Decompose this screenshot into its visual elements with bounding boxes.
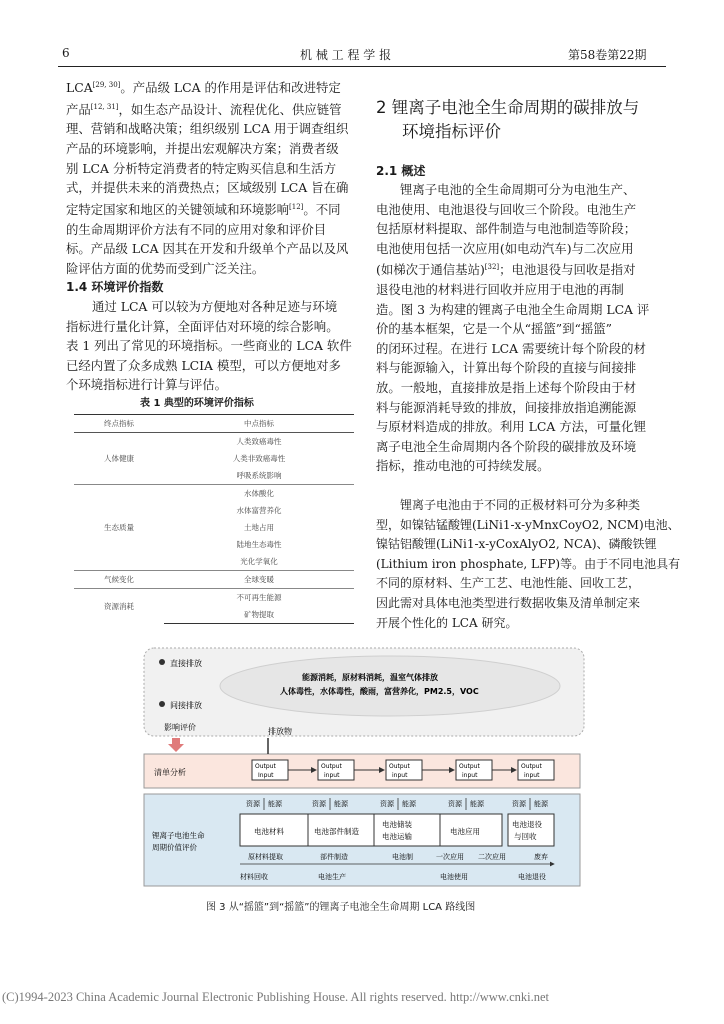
svg-text:Output: Output	[255, 763, 276, 770]
lca-roadmap-figure	[140, 646, 596, 892]
impact-arrow-icon	[168, 738, 184, 752]
right-paragraph-1: 锂离子电池的全生命周期可分为电池生产、 电池使用、电池退役与回收三个阶段。电池生产 包括原材料提取、部件制造与电池制造等阶段； 电池使用包括一次应用(如电动汽车)与二次应用 (如梯次于通信基站)[32]；电池退役与回收是指对 退役电池的材料进行回收并应用于电池的再制 造。图 3 为构建的锂离子电池全生命周期 LCA 评 价的基本框架，它是一个从“摇篮”到“摇篮” 的闭环过程。在进行 LCA 需要统计每个阶段的材 料与能源输入，计算出每个阶段的直接与间接排 放。一般地，直接排放是指上述每个阶段由于材 料与能源消耗导致的排放，间接排放指追溯能源 与原材料造成的排放。利用 LCA 方法，可量化锂 离子电池全生命周期内各个阶段的碳排放及环境 指标，推动电池的可持续发展。	[376, 182, 650, 474]
table-cell: 人体健康	[74, 433, 164, 485]
energy-label: 能源	[334, 800, 348, 808]
svg-text:input: input	[524, 772, 540, 779]
svg-text:Output: Output	[389, 763, 410, 770]
lifecycle-label-2: 周期价值评价	[152, 843, 197, 852]
page-number: 6	[62, 46, 70, 60]
stage-use: 电池应用	[450, 827, 480, 836]
table-cell: 不可再生能源	[164, 589, 354, 607]
table-cell: 全球变暖	[164, 571, 354, 589]
left-paragraph-1: LCA[29, 30]。产品级 LCA 的作用是评估和改进特定 产品[12, 31]，如生态产品设计、流程优化、供应链管 理、营销和战略决策；组织级别 LCA 用于调查组织 产品的环境影响，并提出宏观解决方案；消费者级 别 LCA 分析特定消费者的特定购买信息和生活方 式，并提供未来的消费热点；区域级别 LCA 旨在确 定特定国家和地区的关键领域和环境影响[12]。不同 的生命周期评价方法有不同的应用对象和评价目 标。产品级 LCA 因其在开发和升级单个产品以及风 险评估方面的优势而受到广泛关注。	[66, 80, 349, 276]
cloud-text-2: 人体毒性，水体毒性，酸雨，富营养化，PM2.5，VOC	[280, 687, 479, 696]
impact-label: 影响评价	[164, 723, 196, 732]
journal-title: 机 械 工 程 学 报	[300, 48, 392, 62]
stage-material: 电池材料	[254, 827, 284, 836]
table-cell: 生态质量	[74, 485, 164, 571]
phase-second-use: 二次应用	[478, 853, 506, 861]
table-caption: 表 1 典型的环境评价指标	[140, 398, 254, 409]
phase-manufacture: 电池制	[392, 853, 413, 861]
table-cell: 土地占用	[244, 523, 274, 532]
svg-text:input: input	[392, 772, 408, 779]
subsection-2-1: 2.1 概述	[376, 164, 426, 178]
stage-storage: 电池储装	[382, 820, 412, 829]
subsection-1-4: 1.4 环境评价指数	[66, 280, 164, 294]
emission-label: 排放物	[268, 727, 292, 736]
direct-emission-label: 直接排放	[170, 659, 202, 668]
stage-transport: 电池运输	[382, 832, 412, 841]
phase-component: 部件制造	[320, 853, 348, 861]
table-header-endpoint: 终点指标	[74, 415, 164, 433]
stage-retire: 电池退役	[512, 820, 542, 829]
svg-text:Output: Output	[459, 763, 480, 770]
right-paragraph-2: 锂离子电池由于不同的正极材料可分为多种类 型，如镍钴锰酸锂(LiNi1-x-yMnxCoyO2, NCM)电池、 镍钴铝酸锂(LiNi1-x-yCoxAlyO2, NCA)、磷酸铁锂 (Lithium iron phosphate, LFP)等。由于不同电池具有 不同的原材料、生产工艺、电池性能、回收工艺， 因此需对具体电池类型进行数据收集及清单制定来 开展个性化的 LCA 研究。	[376, 498, 681, 630]
header-rule	[58, 66, 666, 67]
svg-text:Input: Input	[258, 772, 274, 779]
io-box-2	[318, 760, 354, 780]
energy-label: 能源	[470, 800, 484, 808]
figure-caption: 图 3 从“摇篮”到“摇篮”的锂离子电池全生命周期 LCA 路线图	[206, 902, 476, 913]
svg-text:input: input	[324, 772, 340, 779]
svg-text:Output: Output	[521, 763, 542, 770]
group-production: 电池生产	[318, 873, 346, 881]
res-label: 资源	[448, 800, 462, 808]
lifecycle-label-1: 锂离子电池生命	[152, 831, 205, 840]
energy-label: 能源	[268, 800, 282, 808]
io-box-3	[386, 760, 422, 780]
table-cell: 人类非致癌毒性	[232, 454, 286, 463]
io-box-5	[518, 760, 554, 780]
emission-cloud	[220, 656, 560, 716]
section-2-title: 2 锂离子电池全生命周期的碳排放与 环境指标评价	[376, 98, 640, 141]
cloud-text-1: 能源消耗，原材料消耗，温室气体排放	[302, 673, 438, 682]
phase-extraction: 原材料提取	[248, 853, 283, 861]
res-label: 资源	[246, 800, 260, 808]
res-label: 资源	[512, 800, 526, 808]
left-paragraph-2: 通过 LCA 可以较为方便地对各种足迹与环境 指标进行量化计算，全面评估对环境的综合影响。 表 1 列出了常见的环境指标。一些商业的 LCA 软件 已经内置了众多成熟 LCIA 模型，可以方便地对多 个环境指标进行计算与评估。	[66, 299, 352, 393]
table-cell: 光化学氧化	[240, 557, 278, 566]
group-use: 电池使用	[440, 873, 468, 881]
retire-box	[508, 814, 554, 846]
table-cell: 水体富营养化	[236, 506, 282, 515]
stage-component: 电池部件制造	[314, 827, 359, 836]
table-cell: 呼吸系统影响	[236, 471, 282, 480]
stage-recycle: 与回收	[514, 832, 537, 841]
direct-dot-icon	[159, 659, 165, 665]
io-box-1	[252, 760, 288, 780]
svg-text:Output: Output	[321, 763, 342, 770]
phase-scrap: 废弃	[534, 853, 548, 861]
group-retire: 电池退役	[518, 873, 546, 881]
inventory-label: 清单分析	[154, 768, 186, 777]
energy-label: 能源	[534, 800, 548, 808]
indirect-emission-label: 间接排放	[170, 701, 202, 710]
inventory-band	[144, 754, 580, 788]
copyright-footer: (C)1994-2023 China Academic Journal Electronic Publishing House. All rights reserved. http://www.cnki.net	[2, 990, 550, 1004]
phase-first-use: 一次应用	[436, 853, 464, 861]
table-cell: 陆地生态毒性	[236, 540, 282, 549]
indicator-table	[74, 414, 354, 624]
table-header-midpoint: 中点指标	[164, 415, 354, 433]
table-cell: 水体酸化	[164, 485, 354, 503]
svg-text:input: input	[462, 772, 478, 779]
table-cell: 人类致癌毒性	[164, 433, 354, 451]
table-cell: 气候变化	[74, 571, 164, 589]
io-box-4	[456, 760, 492, 780]
group-recycle: 材料回收	[240, 873, 268, 881]
indirect-dot-icon	[159, 701, 165, 707]
energy-label: 能源	[402, 800, 416, 808]
table-cell: 矿物提取	[164, 606, 354, 624]
table-cell: 资源消耗	[74, 589, 164, 624]
res-label: 资源	[312, 800, 326, 808]
res-label: 资源	[380, 800, 394, 808]
issue-info: 第58卷第22期	[568, 48, 647, 62]
